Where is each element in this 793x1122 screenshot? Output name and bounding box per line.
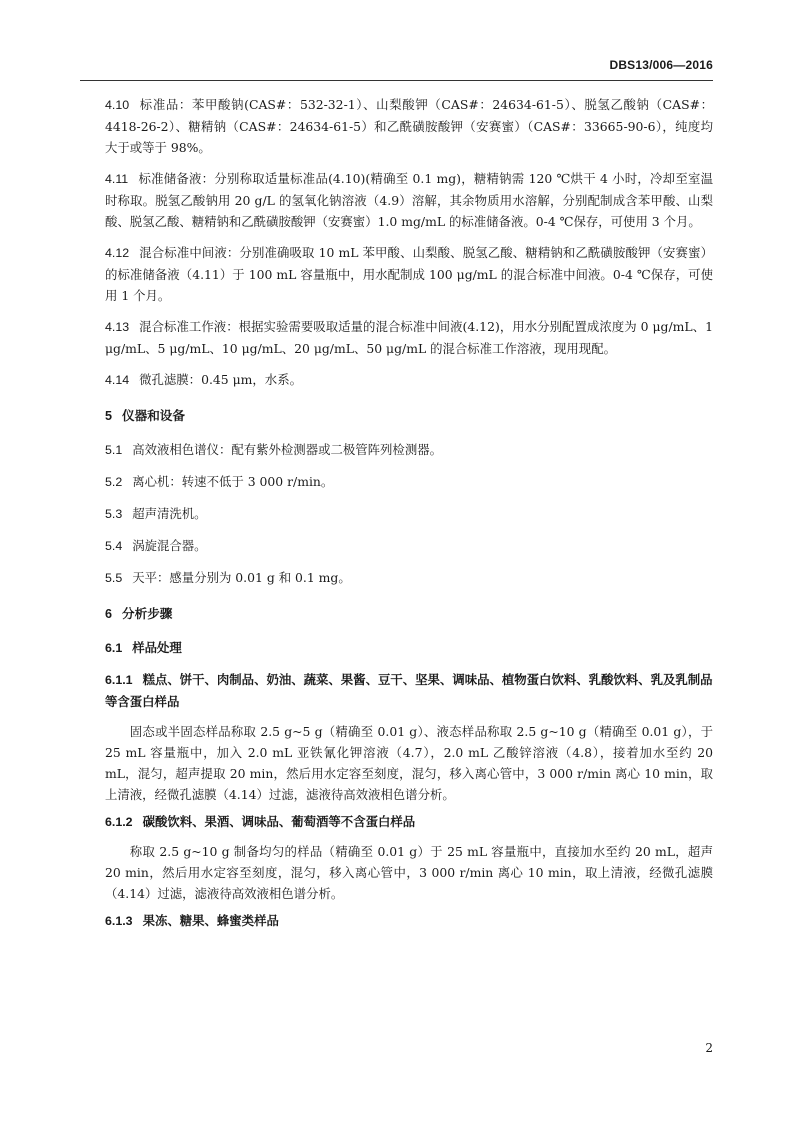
section-title: 分析步骤 bbox=[122, 606, 173, 621]
clause-number: 5.2 bbox=[105, 475, 123, 489]
clause-text: 混合标准工作液：根据实验需要吸取适量的混合标准中间液(4.12)，用水分别配置成浓度为 0 μg/mL、1 μg/mL、5 μg/mL、10 μg/mL、20 μg/mL、50 μg/mL 的混合标准工作溶液，现用现配。 bbox=[105, 319, 713, 356]
clause-5-3 bbox=[105, 503, 713, 525]
clause-5-4 bbox=[105, 535, 713, 557]
section-number: 6.1 bbox=[105, 641, 123, 655]
clause-text: 天平：感量分别为 0.01 g 和 0.1 mg。 bbox=[132, 570, 351, 585]
subsection-heading-6-1-1 bbox=[105, 669, 713, 713]
subsection-heading-6-1 bbox=[105, 637, 713, 659]
header-code: DBS13/006—2016 bbox=[609, 58, 713, 72]
clause-number: 5.1 bbox=[105, 443, 123, 457]
clause-5-2 bbox=[105, 471, 713, 493]
subsection-heading-6-1-3 bbox=[105, 910, 713, 932]
section-number: 6.1.1 bbox=[105, 673, 133, 687]
section-number: 6.1.3 bbox=[105, 914, 133, 928]
section-title: 糕点、饼干、肉制品、奶油、蔬菜、果酱、豆干、坚果、调味品、植物蛋白饮料、乳酸饮料、乳及乳制品等含蛋白样品 bbox=[105, 672, 713, 709]
clause-text: 混合标准中间液：分别准确吸取 10 mL 苯甲酸、山梨酸、脱氢乙酸、糖精钠和乙酰磺胺酸钾（安赛蜜）的标准储备液（4.11）于 100 mL 容量瓶中，用水配制成 100 μg/mL 的混合标准中间液。0-4 ℃保存，可使用 1 个月。 bbox=[105, 245, 713, 303]
section-number: 6 bbox=[105, 607, 113, 621]
section-heading-6 bbox=[105, 603, 713, 625]
section-number: 6.1.2 bbox=[105, 815, 133, 829]
clause-5-5 bbox=[105, 567, 713, 589]
subsection-heading-6-1-2 bbox=[105, 811, 713, 833]
paragraph-6-1-1: 固态或半固态样品称取 2.5 g~5 g（精确至 0.01 g）、液态样品称取 2.5 g~10 g（精确至 0.01 g），于 25 mL 容量瓶中，加入 2.0 mL 亚铁氰化钾溶液（4.7），2.0 mL 乙酸锌溶液（4.8），接着加水至约 20 mL，混匀，超声提取 20 min，然后用水定容至刻度，混匀，移入离心管中，3 000 r/min 离心 10 min，取上清液，经微孔滤膜（4.14）过滤，滤液待高效液相色谱分析。 bbox=[105, 724, 713, 802]
section-title: 果冻、糖果、蜂蜜类样品 bbox=[142, 913, 279, 928]
clause-4-13 bbox=[105, 316, 713, 359]
clause-text: 微孔滤膜：0.45 μm，水系。 bbox=[139, 372, 302, 387]
clause-number: 5.4 bbox=[105, 539, 123, 553]
clause-text: 高效液相色谱仪：配有紫外检测器或二极管阵列检测器。 bbox=[132, 442, 442, 457]
page-number: 2 bbox=[705, 1041, 713, 1055]
header-rule bbox=[80, 80, 713, 81]
document-body bbox=[105, 94, 713, 940]
clause-text: 标准储备液：分别称取适量标准品(4.10)(精确至 0.1 mg)，糖精钠需 120 ℃烘干 4 小时，冷却至室温时称取。脱氢乙酸钠用 20 g/L 的氢氧化钠溶液（4.9）溶解，其余物质用水溶解，分别配制成含苯甲酸、山梨酸、脱氢乙酸、糖精钠和乙酰磺胺酸钾（安赛蜜）1.0 mg/mL 的标准储备液。0-4 ℃保存，可使用 3 个月。 bbox=[105, 171, 713, 229]
paragraph-6-1-2: 称取 2.5 g~10 g 制备均匀的样品（精确至 0.01 g）于 25 mL 容量瓶中，直接加水至约 20 mL，超声 20 min，然后用水定容至刻度，混匀，移入离心管中，3 000 r/min 离心 10 min，取上清液，经微孔滤膜（4.14）过滤，滤液待高效液相色谱分析。 bbox=[105, 844, 713, 901]
clause-number: 5.3 bbox=[105, 507, 123, 521]
section-title: 样品处理 bbox=[132, 640, 182, 655]
clause-number: 5.5 bbox=[105, 571, 123, 585]
clause-text: 涡旋混合器。 bbox=[132, 538, 207, 553]
clause-4-14 bbox=[105, 369, 713, 391]
clause-number: 4.12 bbox=[105, 246, 130, 260]
section-number: 5 bbox=[105, 409, 113, 423]
clause-4-11 bbox=[105, 168, 713, 232]
clause-text: 超声清洗机。 bbox=[132, 506, 207, 521]
clause-text: 标准品：苯甲酸钠(CAS#：532-32-1）、山梨酸钾（CAS#：24634-61-5）、脱氢乙酸钠（CAS#：4418-26-2）、糖精钠（CAS#：24634-61-5）和乙酰磺胺酸钾（安赛蜜）（CAS#：33665-90-6），纯度均大于或等于 98%。 bbox=[105, 97, 713, 155]
clause-text: 离心机：转速不低于 3 000 r/min。 bbox=[132, 474, 334, 489]
clause-4-12 bbox=[105, 242, 713, 306]
section-title: 碳酸饮料、果酒、调味品、葡萄酒等不含蛋白样品 bbox=[142, 814, 416, 829]
clause-4-10 bbox=[105, 94, 713, 158]
section-title: 仪器和设备 bbox=[122, 408, 185, 423]
clause-number: 4.14 bbox=[105, 373, 130, 387]
clause-number: 4.10 bbox=[105, 98, 130, 112]
clause-number: 4.13 bbox=[105, 320, 130, 334]
section-heading-5 bbox=[105, 405, 713, 427]
clause-number: 4.11 bbox=[105, 172, 129, 186]
clause-5-1 bbox=[105, 439, 713, 461]
